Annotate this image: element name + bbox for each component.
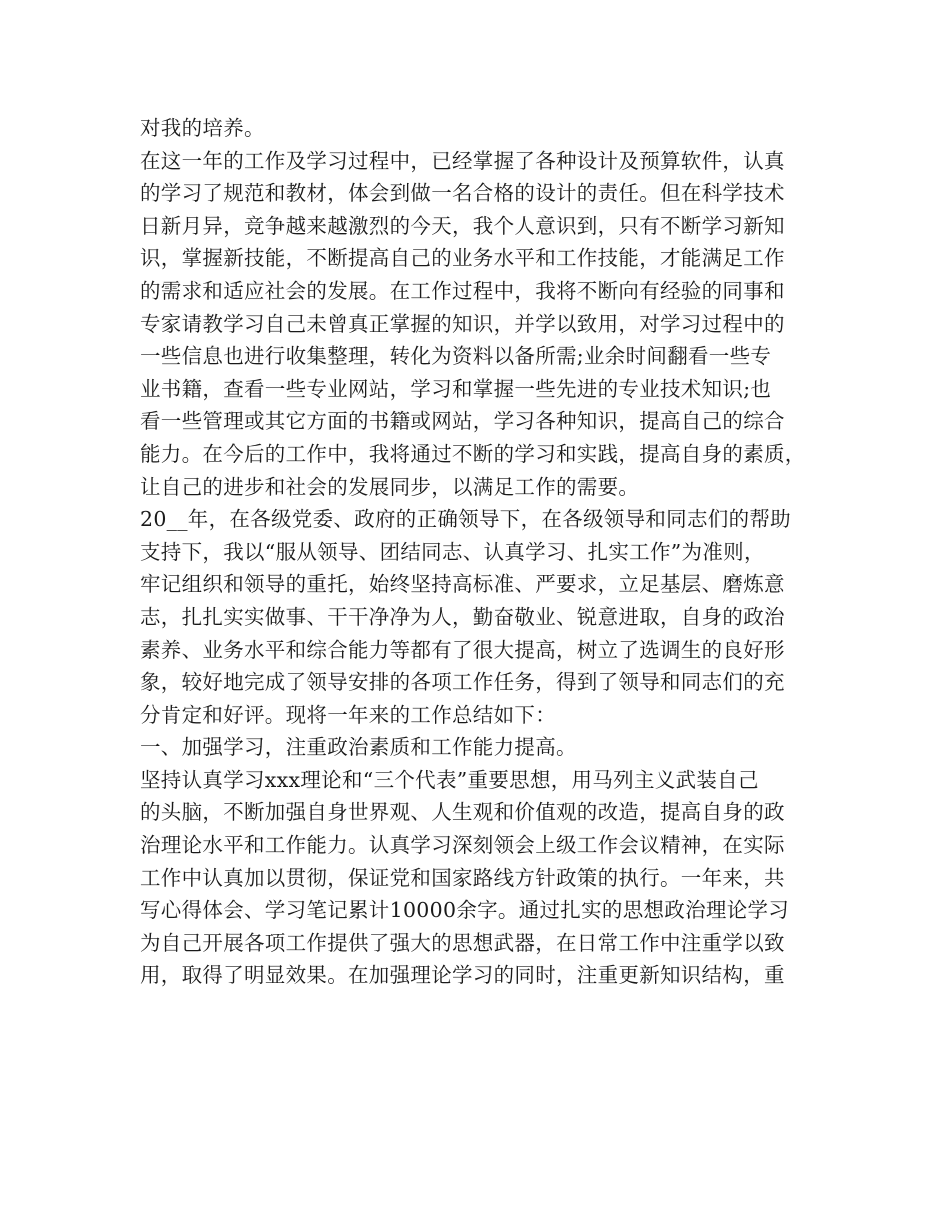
text-line: 坚持认真学习xxx理论和“三个代表”重要思想，用马列主义武装自己 xyxy=(140,767,759,792)
text-line: 志，扎扎实实做事、干干净净为人，勤奋敬业、锐意进取，自身的政治 xyxy=(140,604,785,629)
text-line: 20__年，在各级党委、政府的正确领导下，在各级领导和同志们的帮助 xyxy=(140,507,791,532)
text-line: 的需求和适应社会的发展。在工作过程中，我将不断向有经验的同事和 xyxy=(140,278,785,303)
text-line: 为自己开展各项工作提供了强大的思想武器，在日常工作中注重学以致 xyxy=(140,930,785,955)
text-line: 象，较好地完成了领导安排的各项工作任务，得到了领导和同志们的充 xyxy=(140,670,785,695)
text-line: 的头脑，不断加强自身世界观、人生观和价值观的改造，提高自身的政 xyxy=(140,800,785,825)
text-line: 一些信息也进行收集整理，转化为资料以备所需;业余时间翻看一些专 xyxy=(140,344,772,369)
text-line: 看一些管理或其它方面的书籍或网站，学习各种知识，提高自己的综合 xyxy=(140,409,785,434)
text-line: 让自己的进步和社会的发展同步，以满足工作的需要。 xyxy=(140,474,640,499)
text-line: 的学习了规范和教材，体会到做一名合格的设计的责任。但在科学技术 xyxy=(140,181,785,206)
text-line: 支持下，我以“服从领导、团结同志、认真学习、扎实工作”为准则， xyxy=(140,539,765,564)
section-heading: 一、加强学习，注重政治素质和工作能力提高。 xyxy=(140,735,577,760)
text-line: 能力。在今后的工作中，我将通过不断的学习和实践，提高自身的素质， xyxy=(140,441,806,466)
text-line: 对我的培养。 xyxy=(140,116,265,140)
text-line: 用，取得了明显效果。在加强理论学习的同时，注重更新知识结构，重 xyxy=(140,963,785,988)
text-line: 识，掌握新技能，不断提高自己的业务水平和工作技能，才能满足工作 xyxy=(140,246,785,271)
text-line: 牢记组织和领导的重托，始终坚持高标准、严要求，立足基层、磨炼意 xyxy=(140,572,785,597)
text-line: 分肯定和好评。现将一年来的工作总结如下： xyxy=(140,702,556,727)
text-line: 素养、业务水平和综合能力等都有了很大提高，树立了选调生的良好形 xyxy=(140,637,785,662)
text-line: 写心得体会、学习笔记累计10000余字。通过扎实的思想政治理论学习 xyxy=(140,898,790,923)
document-body xyxy=(140,112,820,992)
text-line: 工作中认真加以贯彻，保证党和国家路线方针政策的执行。一年来，共 xyxy=(140,865,785,890)
text-line: 业书籍，查看一些专业网站，学习和掌握一些先进的专业技术知识;也 xyxy=(140,376,772,401)
text-line: 在这一年的工作及学习过程中，已经掌握了各种设计及预算软件，认真 xyxy=(140,148,785,173)
text-line: 日新月异，竞争越来越激烈的今天，我个人意识到，只有不断学习新知 xyxy=(140,213,785,238)
text-line: 专家请教学习自己未曾真正掌握的知识，并学以致用，对学习过程中的 xyxy=(140,311,785,336)
text-line: 治理论水平和工作能力。认真学习深刻领会上级工作会议精神，在实际 xyxy=(140,833,785,858)
